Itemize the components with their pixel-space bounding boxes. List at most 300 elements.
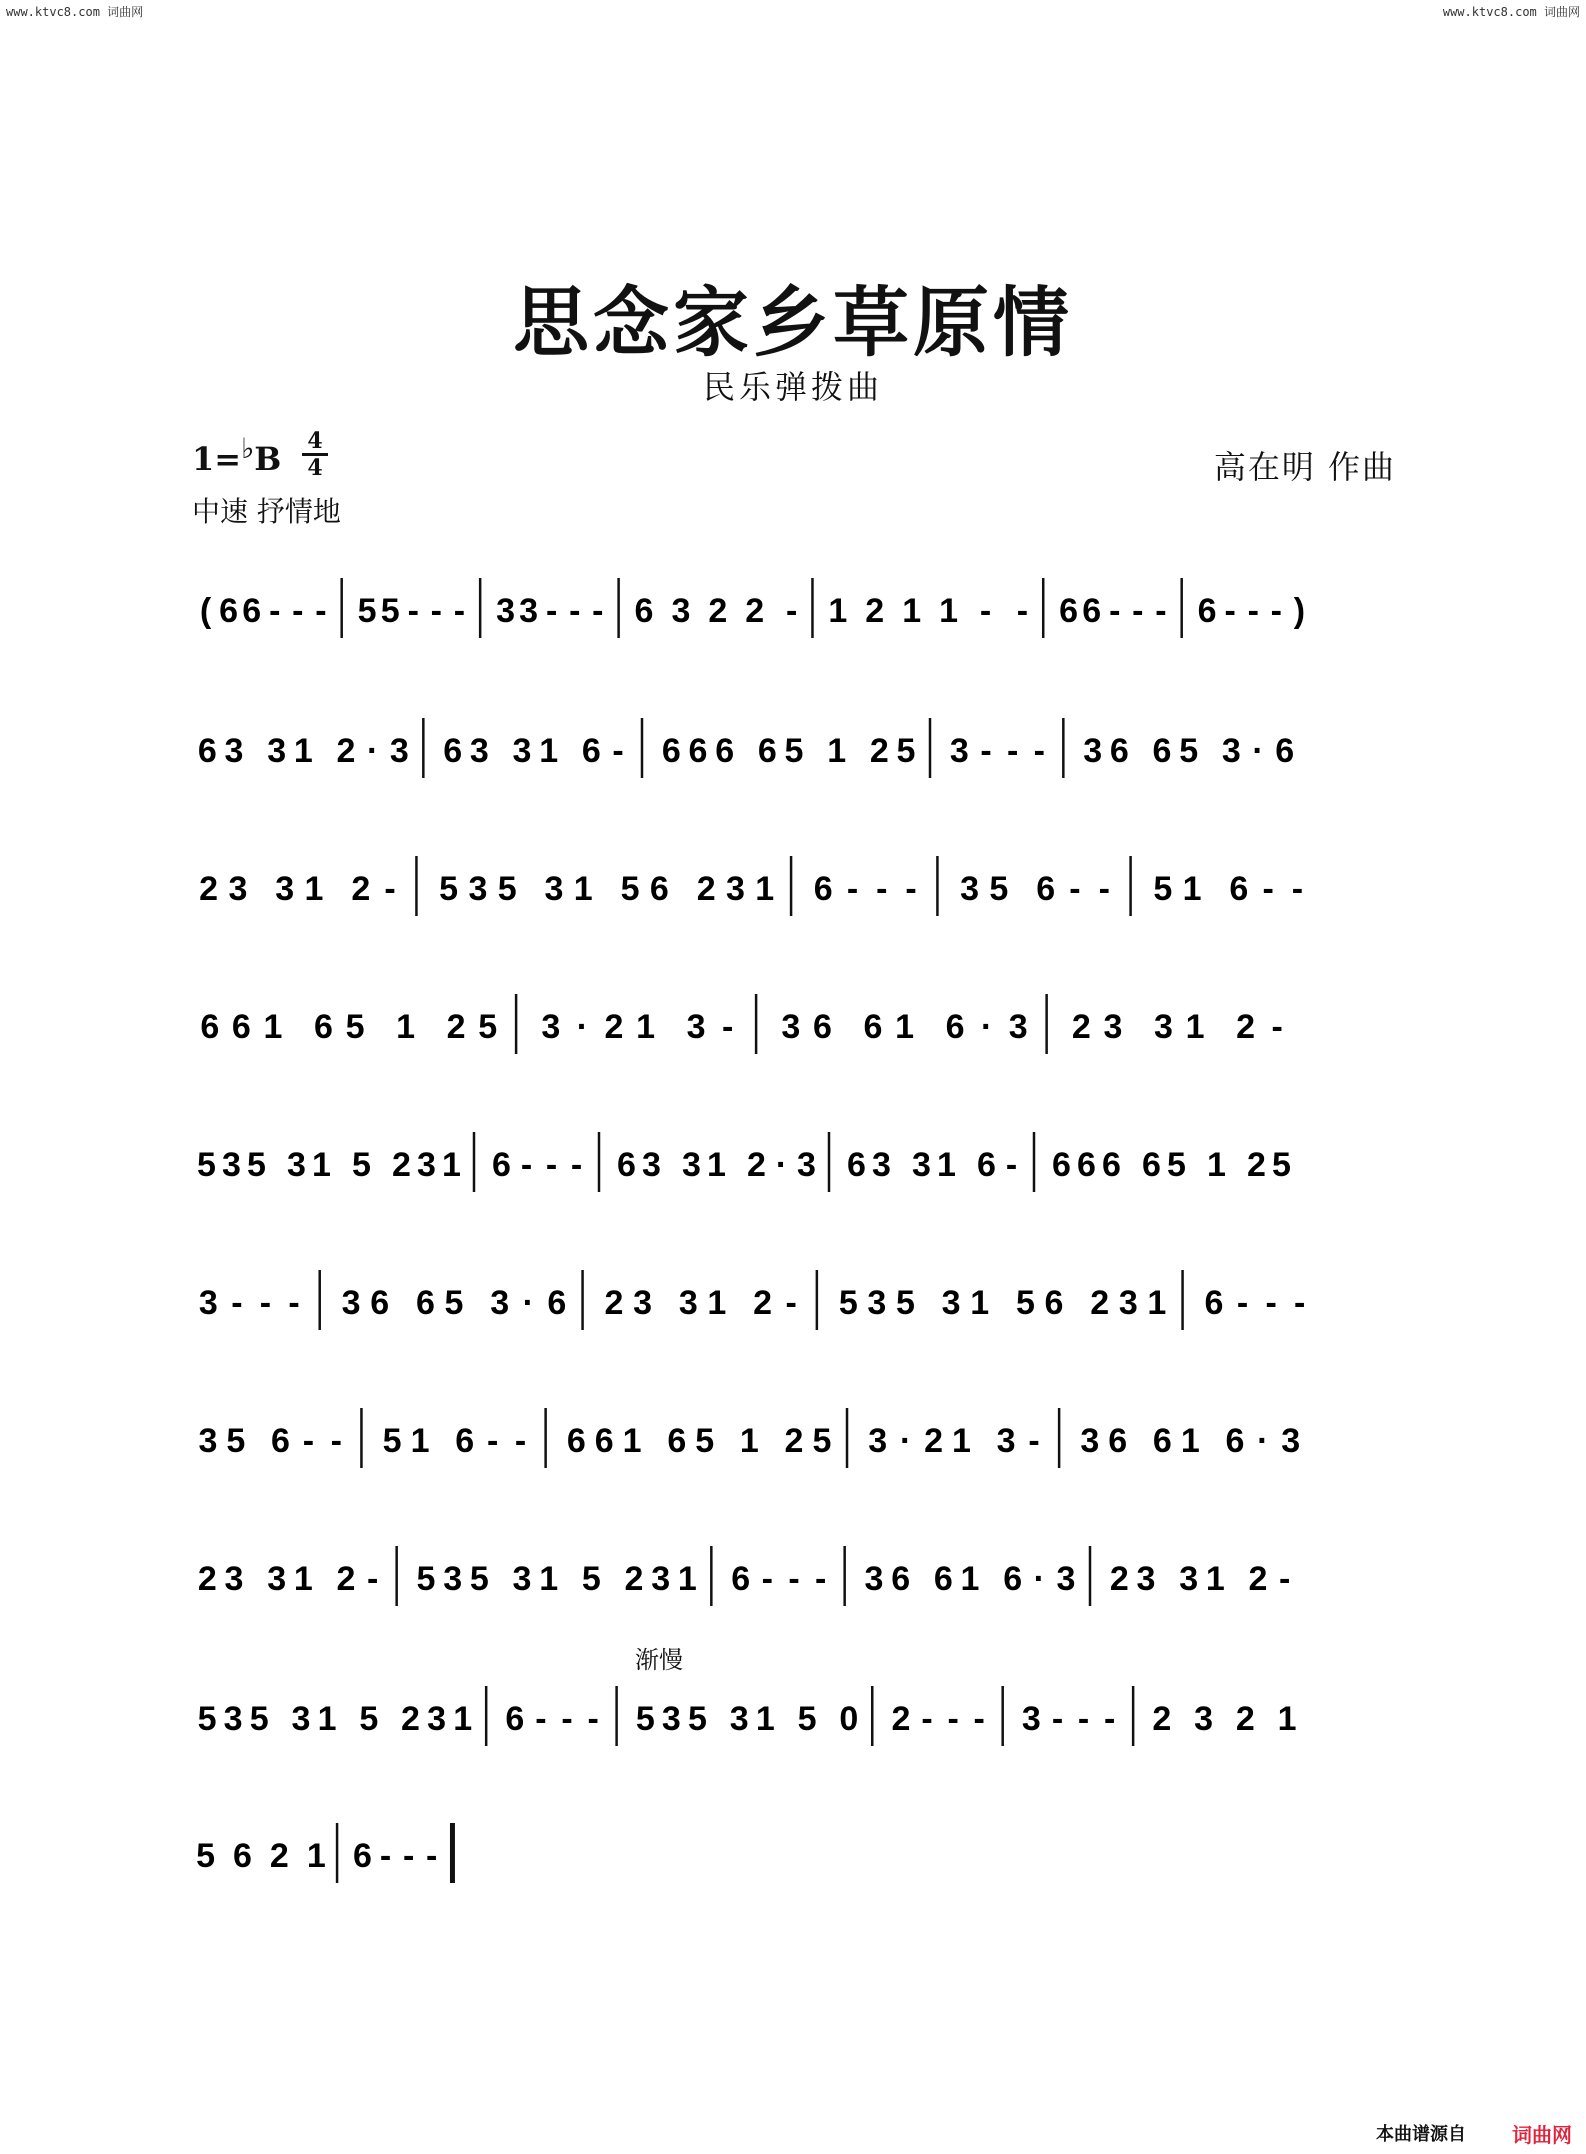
staff-line (190, 1114, 1400, 1214)
note: 6 (847, 1146, 866, 1184)
note: 5 (469, 1560, 489, 1598)
note: 2 (604, 1008, 624, 1046)
sustain-dash: - (561, 1700, 573, 1738)
note: 6 (1044, 1284, 1064, 1322)
dot-mark: · (899, 1422, 912, 1460)
note: 3 (726, 870, 745, 908)
note: 3 (868, 1422, 888, 1460)
note: 5 (581, 1560, 601, 1598)
note: 6 (200, 1008, 220, 1046)
note: 5 (382, 1422, 402, 1460)
key-prefix: 1= (192, 440, 242, 478)
note: 1 (306, 1837, 326, 1875)
staff-svg (190, 1252, 1400, 1352)
note: 3 (996, 1422, 1016, 1460)
note: 3 (1179, 1560, 1199, 1598)
note: 1 (960, 1560, 980, 1598)
watermark-right: www.ktvc8.com 词曲网 (1442, 5, 1580, 19)
sustain-dash: - (1132, 592, 1144, 630)
sustain-dash: - (514, 1422, 527, 1460)
staff-line (190, 560, 1400, 660)
sustain-dash: - (330, 1422, 342, 1460)
note: ) (1293, 592, 1306, 630)
note: 5 (439, 870, 459, 908)
note: 6 (443, 732, 463, 770)
sustain-dash: - (846, 870, 859, 908)
note: 3 (224, 732, 244, 770)
note: 6 (492, 1146, 511, 1184)
note: 2 (604, 1284, 624, 1322)
note: 3 (275, 870, 295, 908)
sustain-dash: - (1247, 592, 1259, 630)
note: 3 (490, 1284, 510, 1322)
sustain-dash: - (1077, 1700, 1090, 1738)
note: 1 (304, 870, 324, 908)
note: 3 (1008, 1008, 1028, 1046)
note: 3 (287, 1146, 306, 1184)
note: 6 (1152, 732, 1172, 770)
note: 1 (895, 1008, 914, 1046)
sustain-dash: - (1028, 1422, 1040, 1460)
note: 6 (1052, 1146, 1071, 1184)
staff-line (190, 1252, 1400, 1352)
tempo-marking: 中速 抒情地 (192, 495, 341, 528)
staff-svg (190, 1114, 1400, 1214)
staff-svg (190, 700, 1400, 800)
note: 5 (249, 1700, 269, 1738)
note: 6 (1102, 1146, 1121, 1184)
note: 1 (1207, 1146, 1226, 1184)
sustain-dash: - (288, 1284, 300, 1322)
note: 3 (682, 1146, 701, 1184)
sustain-dash: - (1291, 870, 1304, 908)
note: 5 (784, 732, 804, 770)
dot-mark: · (1257, 1422, 1269, 1460)
note: 3 (469, 732, 489, 770)
note: 6 (1059, 592, 1079, 630)
note: 3 (341, 1284, 361, 1322)
sustain-dash: - (486, 1422, 499, 1460)
sustain-dash: - (785, 1284, 797, 1322)
note: 1 (902, 592, 922, 630)
note: 1 (707, 1146, 726, 1184)
note: 6 (370, 1284, 390, 1322)
note: 2 (1236, 1008, 1256, 1046)
note: 3 (1103, 1008, 1123, 1046)
sustain-dash: - (430, 592, 442, 630)
footer-source: 本曲谱源自 (1376, 2124, 1466, 2145)
note: 3 (1056, 1560, 1076, 1598)
watermark-left: www.ktvc8.com 词曲网 (6, 5, 144, 19)
note: 2 (1235, 1700, 1255, 1738)
note: 1 (939, 592, 959, 630)
note: 5 (896, 732, 916, 770)
sustain-dash: - (1279, 1560, 1291, 1598)
note: 6 (667, 1422, 687, 1460)
sustain-dash: - (520, 1146, 533, 1184)
note: 5 (812, 1422, 832, 1460)
note: 6 (1142, 1146, 1161, 1184)
note: 3 (541, 1008, 561, 1046)
note: 3 (678, 1284, 698, 1322)
note: 1 (739, 1422, 759, 1460)
note: 1 (539, 732, 559, 770)
note: 3 (512, 1560, 532, 1598)
note: 2 (269, 1837, 289, 1875)
staff-svg (190, 838, 1400, 938)
sustain-dash: - (788, 1560, 800, 1598)
note: 1 (1185, 1008, 1205, 1046)
note: 3 (512, 732, 532, 770)
note: 5 (478, 1008, 498, 1046)
staff-line (190, 700, 1400, 800)
note: 3 (443, 1560, 463, 1598)
note: 6 (617, 1146, 636, 1184)
staff-line (190, 1805, 1400, 1905)
note: 1 (293, 1560, 313, 1598)
staff-svg (190, 1668, 1400, 1768)
note: 2 (1248, 1560, 1268, 1598)
note: 6 (945, 1008, 965, 1046)
note: 5 (380, 592, 400, 630)
sustain-dash: - (569, 592, 581, 630)
note: 1 (573, 870, 593, 908)
note: 5 (196, 1837, 215, 1875)
note: 6 (1036, 870, 1056, 908)
note: 2 (784, 1422, 804, 1460)
sustain-dash: - (426, 1837, 438, 1875)
sustain-dash: - (1016, 592, 1029, 630)
note: 5 (247, 1146, 266, 1184)
dot-mark: · (576, 1008, 589, 1046)
sustain-dash: - (786, 592, 798, 630)
note: 1 (827, 732, 847, 770)
time-signature-top: 4 (307, 428, 323, 454)
note: 1 (396, 1008, 416, 1046)
note: 2 (446, 1008, 466, 1046)
note: 6 (242, 592, 262, 630)
note: 2 (696, 870, 716, 908)
sustain-dash: - (1069, 870, 1081, 908)
note: 6 (1152, 1422, 1172, 1460)
score-subtitle: 民乐弹拨曲 (702, 368, 883, 406)
sustain-dash: - (722, 1008, 734, 1046)
note: 6 (353, 1837, 372, 1875)
sustain-dash: - (292, 592, 304, 630)
note: 1 (951, 1422, 971, 1460)
note: 3 (228, 870, 248, 908)
sustain-dash: - (1103, 1700, 1116, 1738)
sustain-dash: - (259, 1284, 272, 1322)
note: 3 (941, 1284, 961, 1322)
note: 6 (1109, 732, 1129, 770)
note: 6 (1225, 1422, 1245, 1460)
note: 1 (622, 1422, 642, 1460)
sustain-dash: - (973, 1700, 985, 1738)
composer-credit: 高在明 作曲 (1213, 448, 1396, 486)
note: 5 (1272, 1146, 1291, 1184)
score-title: 思念家乡草原情 (513, 278, 1073, 367)
sustain-dash: - (379, 1837, 392, 1875)
note: 3 (1083, 732, 1103, 770)
note: 6 (933, 1560, 953, 1598)
sustain-dash: - (570, 1146, 583, 1184)
sustain-dash: - (876, 870, 888, 908)
note: 6 (547, 1284, 567, 1322)
sustain-dash: - (1109, 592, 1121, 630)
note: 2 (392, 1146, 411, 1184)
note: 6 (977, 1146, 996, 1184)
note: 3 (651, 1560, 671, 1598)
note: 6 (1003, 1560, 1023, 1598)
note: 6 (1275, 732, 1295, 770)
note: 1 (755, 870, 775, 908)
note: 3 (1080, 1422, 1100, 1460)
note: 6 (505, 1700, 525, 1738)
sustain-dash: - (546, 592, 558, 630)
note: 3 (468, 870, 488, 908)
sustain-dash: - (921, 1700, 933, 1738)
note: 1 (312, 1146, 331, 1184)
note: 5 (895, 1284, 915, 1322)
note: 6 (455, 1422, 475, 1460)
note: 5 (359, 1700, 379, 1738)
note: 3 (223, 1700, 243, 1738)
note: 2 (891, 1700, 911, 1738)
note: 5 (1179, 732, 1199, 770)
note: 3 (198, 1422, 218, 1460)
staff-line (190, 1668, 1400, 1768)
time-signature-bottom: 4 (307, 455, 323, 481)
staff-svg (190, 976, 1400, 1076)
sustain-dash: - (545, 1146, 558, 1184)
note: 6 (1077, 1146, 1096, 1184)
note: 3 (797, 1146, 816, 1184)
note: 1 (410, 1422, 430, 1460)
sustain-dash: - (1236, 1284, 1249, 1322)
sustain-dash: - (592, 592, 604, 630)
note: 3 (864, 1560, 884, 1598)
note: 5 (838, 1284, 858, 1322)
note: 5 (688, 1700, 707, 1738)
note: 1 (293, 732, 313, 770)
note: 3 (267, 732, 287, 770)
note: 1 (317, 1700, 337, 1738)
note: 6 (715, 732, 735, 770)
sustain-dash: - (1155, 592, 1167, 630)
note: 3 (633, 1284, 653, 1322)
note: 1 (442, 1146, 461, 1184)
note: 1 (707, 1284, 727, 1322)
note: 5 (1153, 870, 1173, 908)
staff-line (190, 976, 1400, 1076)
note: 3 (1281, 1422, 1301, 1460)
note: 5 (357, 592, 377, 630)
sustain-dash: - (815, 1560, 827, 1598)
staff-svg (190, 1805, 1400, 1905)
note: 3 (661, 1700, 681, 1738)
sustain-dash: - (947, 1700, 959, 1738)
note: 3 (1136, 1560, 1156, 1598)
note: 3 (671, 592, 691, 630)
note: 3 (686, 1008, 706, 1046)
staff-svg (190, 560, 1400, 660)
sustain-dash: - (1051, 1700, 1064, 1738)
note: 5 (197, 1700, 217, 1738)
note: 1 (1180, 1422, 1200, 1460)
note: 3 (1194, 1700, 1214, 1738)
note: 3 (267, 1560, 287, 1598)
sustain-dash: - (535, 1700, 547, 1738)
note: 1 (828, 592, 848, 630)
note: 3 (389, 732, 409, 770)
note: 6 (1082, 592, 1102, 630)
note: 6 (197, 732, 217, 770)
note: 3 (222, 1146, 241, 1184)
note: 2 (1090, 1284, 1110, 1322)
staff-svg (190, 1390, 1400, 1490)
key-signature (192, 432, 281, 478)
note: 1 (1205, 1560, 1225, 1598)
sustain-dash: - (1098, 870, 1110, 908)
note: 1 (263, 1008, 283, 1046)
note: 1 (1182, 870, 1202, 908)
staff-line (190, 838, 1400, 938)
sustain-dash: - (612, 732, 624, 770)
note: 6 (231, 1008, 251, 1046)
note: 6 (863, 1008, 883, 1046)
note: 5 (352, 1146, 371, 1184)
note: 5 (695, 1422, 715, 1460)
note: 2 (1152, 1700, 1172, 1738)
note: 6 (1108, 1422, 1128, 1460)
note: 5 (226, 1422, 246, 1460)
sustain-dash: - (980, 732, 992, 770)
sustain-dash: - (1005, 1146, 1018, 1184)
note: 5 (620, 870, 640, 908)
dot-mark: · (522, 1284, 534, 1322)
note: 2 (753, 1284, 773, 1322)
rit-marking: 渐慢 (635, 1646, 683, 1674)
sustain-dash: - (315, 592, 327, 630)
sustain-dash: - (402, 1837, 415, 1875)
note: 6 (581, 732, 601, 770)
note: 6 (233, 1837, 252, 1875)
note: 3 (427, 1700, 447, 1738)
note: 2 (747, 1146, 766, 1184)
note: 5 (1015, 1284, 1035, 1322)
note: ( (199, 592, 212, 630)
note: 2 (1109, 1560, 1129, 1598)
sustain-dash: - (384, 870, 396, 908)
note: 0 (839, 1700, 859, 1738)
sustain-dash: - (231, 1284, 243, 1322)
note: 3 (1154, 1008, 1173, 1046)
note: 2 (336, 1560, 356, 1598)
note: 6 (891, 1560, 911, 1598)
note: 6 (314, 1008, 333, 1046)
note: 2 (1071, 1008, 1091, 1046)
note: 1 (755, 1700, 775, 1738)
sustain-dash: - (905, 870, 917, 908)
note: 6 (688, 732, 708, 770)
note: 5 (345, 1008, 365, 1046)
note: 3 (291, 1700, 311, 1738)
flat-sign: ♭ (241, 432, 255, 465)
note: 5 (1167, 1146, 1186, 1184)
note: 5 (797, 1700, 817, 1738)
staff-svg (190, 1528, 1400, 1628)
staff-line (190, 1390, 1400, 1490)
note: 3 (519, 592, 539, 630)
sustain-dash: - (1007, 732, 1019, 770)
note: 2 (199, 870, 219, 908)
note: 6 (649, 870, 669, 908)
dot-mark: · (980, 1008, 993, 1046)
note: 6 (1204, 1284, 1224, 1322)
note: 2 (869, 732, 889, 770)
note: 1 (636, 1008, 656, 1046)
note: 3 (224, 1560, 244, 1598)
sustain-dash: - (979, 592, 992, 630)
note: 6 (731, 1560, 751, 1598)
footer-logo: 词曲网 (1512, 2123, 1572, 2147)
staff-line (190, 1528, 1400, 1628)
note: 5 (444, 1284, 464, 1322)
sustain-dash: - (1033, 732, 1045, 770)
note: 2 (745, 592, 765, 630)
sustain-dash: - (1270, 592, 1282, 630)
sustain-dash: - (407, 592, 419, 630)
dot-mark: · (775, 1146, 788, 1184)
sustain-dash: - (302, 1422, 315, 1460)
sustain-dash: - (1262, 870, 1274, 908)
note: 3 (960, 870, 980, 908)
note: 6 (757, 732, 777, 770)
dot-mark: · (367, 732, 379, 770)
note: 6 (271, 1422, 290, 1460)
time-signature (300, 430, 330, 479)
note: 3 (642, 1146, 661, 1184)
note: 5 (416, 1560, 436, 1598)
note: 6 (634, 592, 654, 630)
note: 3 (496, 592, 515, 630)
note: 3 (544, 870, 564, 908)
note: 5 (635, 1700, 655, 1738)
sustain-dash: - (367, 1560, 379, 1598)
note: 6 (1229, 870, 1249, 908)
note: 1 (1147, 1284, 1167, 1322)
sustain-dash: - (1265, 1284, 1277, 1322)
note: 6 (813, 870, 833, 908)
note: 2 (624, 1560, 644, 1598)
note: 6 (566, 1422, 586, 1460)
note: 3 (872, 1146, 891, 1184)
note: 5 (989, 870, 1009, 908)
sustain-dash: - (587, 1700, 599, 1738)
sustain-dash: - (1271, 1008, 1283, 1046)
note: 3 (1221, 732, 1241, 770)
note: 6 (594, 1422, 614, 1460)
note: 5 (497, 870, 517, 908)
sustain-dash: - (761, 1560, 773, 1598)
note: 3 (1021, 1700, 1041, 1738)
note: 1 (539, 1560, 559, 1598)
note: 2 (1247, 1146, 1266, 1184)
note: 3 (949, 732, 969, 770)
note: 2 (865, 592, 885, 630)
note: 1 (1277, 1700, 1297, 1738)
